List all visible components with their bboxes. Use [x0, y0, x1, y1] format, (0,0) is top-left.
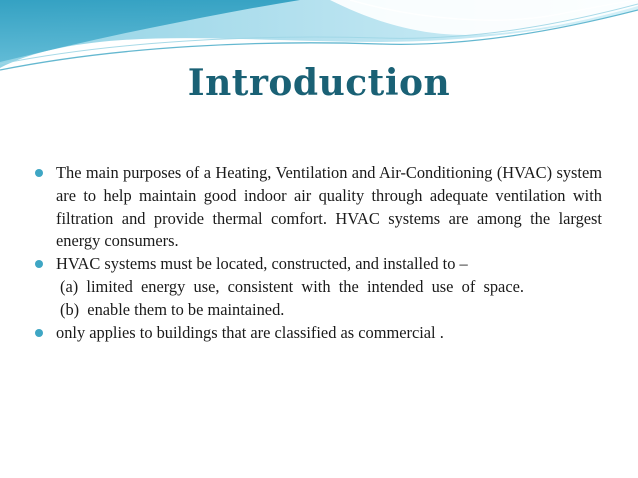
slide-body	[32, 162, 602, 344]
bullet-text: HVAC systems must be located, constructed, and installed to –	[56, 254, 468, 274]
bullet-icon	[35, 260, 43, 268]
sub-item	[32, 299, 602, 322]
bullet-item	[32, 162, 602, 253]
sub-item-text: (a) limited energy use, consistent with the intended use of space.	[60, 276, 524, 296]
bullet-item	[32, 322, 602, 345]
bullet-text: The main purposes of a Heating, Ventilation and Air-Conditioning (HVAC) system are to help maintain good indoor air quality through adequate ventilation with filtration and provide thermal comfort. HVAC systems are among the largest energy consumers.	[56, 163, 602, 251]
bullet-icon	[35, 329, 43, 337]
sub-item	[32, 276, 602, 299]
sub-item-text: (b) enable them to be maintained.	[60, 299, 285, 319]
bullet-item	[32, 253, 602, 276]
slide-title: Introduction	[187, 62, 451, 104]
bullet-icon	[35, 169, 43, 177]
bullet-text: only applies to buildings that are classified as commercial .	[56, 322, 444, 342]
